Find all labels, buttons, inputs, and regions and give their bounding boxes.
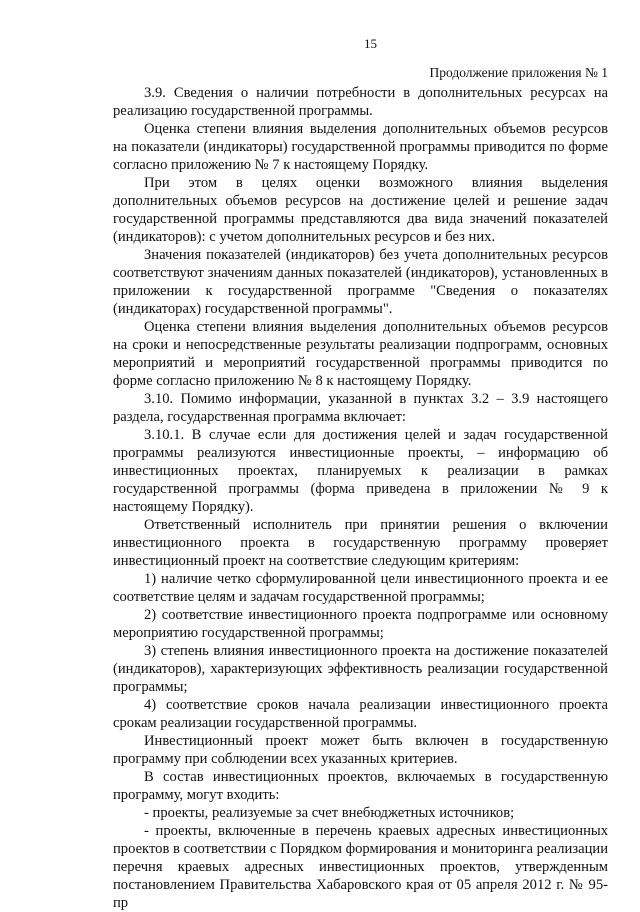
- page-number: 15: [364, 36, 377, 51]
- paragraph-two-value-types: При этом в целях оценки возможного влияния выделения дополнительных объемов ресурсов на достижение целей и решение задач государственной программы представляются два вида значений показателей (индикаторов): с учетом дополнительных ресурсов и без них.: [113, 175, 608, 245]
- list-item-regional-projects: - проекты, включенные в перечень краевых адресных инвестиционных проектов в соответствии с Порядком формирования и мониторинга реализации перечня краевых адресных инвестиционных проектов, утвержденным постановлением Правительства Хабаровского края от 05 апреля 2012 г. № 95-пр: [113, 823, 608, 911]
- document-body: [113, 84, 608, 912]
- paragraph-3-9-heading: 3.9. Сведения о наличии потребности в дополнительных ресурсах на реализацию государственной программы.: [113, 85, 608, 119]
- criterion-3: 3) степень влияния инвестиционного проекта на достижение показателей (индикаторов), характеризующих эффективность реализации государственной программы;: [113, 643, 608, 695]
- paragraph-project-composition: В состав инвестиционных проектов, включаемых в государственную программу, могут входить:: [113, 769, 608, 803]
- appendix-continuation-note: Продолжение приложения № 1: [429, 65, 608, 80]
- list-item-extrabudgetary: - проекты, реализуемые за счет внебюджетных источников;: [144, 805, 515, 821]
- criterion-2: 2) соответствие инвестиционного проекта подпрограмме или основному мероприятию государственной программы;: [113, 607, 608, 641]
- paragraph-responsible-executor: Ответственный исполнитель при принятии решения о включении инвестиционного проекта в государственную программу проверяет инвестиционный проект на соответствие следующим критериям:: [113, 517, 608, 569]
- paragraph-3-10: 3.10. Помимо информации, указанной в пунктах 3.2 – 3.9 настоящего раздела, государственная программа включает:: [113, 391, 608, 425]
- paragraph-values-without-resources: Значения показателей (индикаторов) без учета дополнительных ресурсов соответствуют значениям данных показателей (индикаторов), установленных в приложении к государственной программе "Сведения о показателях (индикаторах) государственной программы".: [113, 247, 608, 317]
- paragraph-influence-indicators: Оценка степени влияния выделения дополнительных объемов ресурсов на показатели (индикаторы) государственной программы приводится по форме согласно приложению № 7 к настоящему Порядку.: [113, 121, 608, 173]
- criterion-1: 1) наличие четко сформулированной цели инвестиционного проекта и ее соответствие целям и задачам государственной программы;: [113, 571, 608, 605]
- criterion-4: 4) соответствие сроков начала реализации инвестиционного проекта срокам реализации государственной программы.: [113, 697, 608, 731]
- paragraph-influence-deadlines: Оценка степени влияния выделения дополнительных объемов ресурсов на сроки и непосредственные результаты реализации подпрограмм, основных мероприятий и мероприятий государственной программы приводится по форме согласно приложению № 8 к настоящему Порядку.: [113, 319, 608, 389]
- paragraph-3-10-1: 3.10.1. В случае если для достижения целей и задач государственной программы реализуются инвестиционные проекты, – информацию об инвестиционных проектах, планируемых к реализации в рамках государственной программы (форма приведена в приложении № 9 к настоящему Порядку).: [113, 427, 608, 515]
- paragraph-inclusion-condition: Инвестиционный проект может быть включен в государственную программу при соблюдении всех указанных критериев.: [113, 733, 608, 767]
